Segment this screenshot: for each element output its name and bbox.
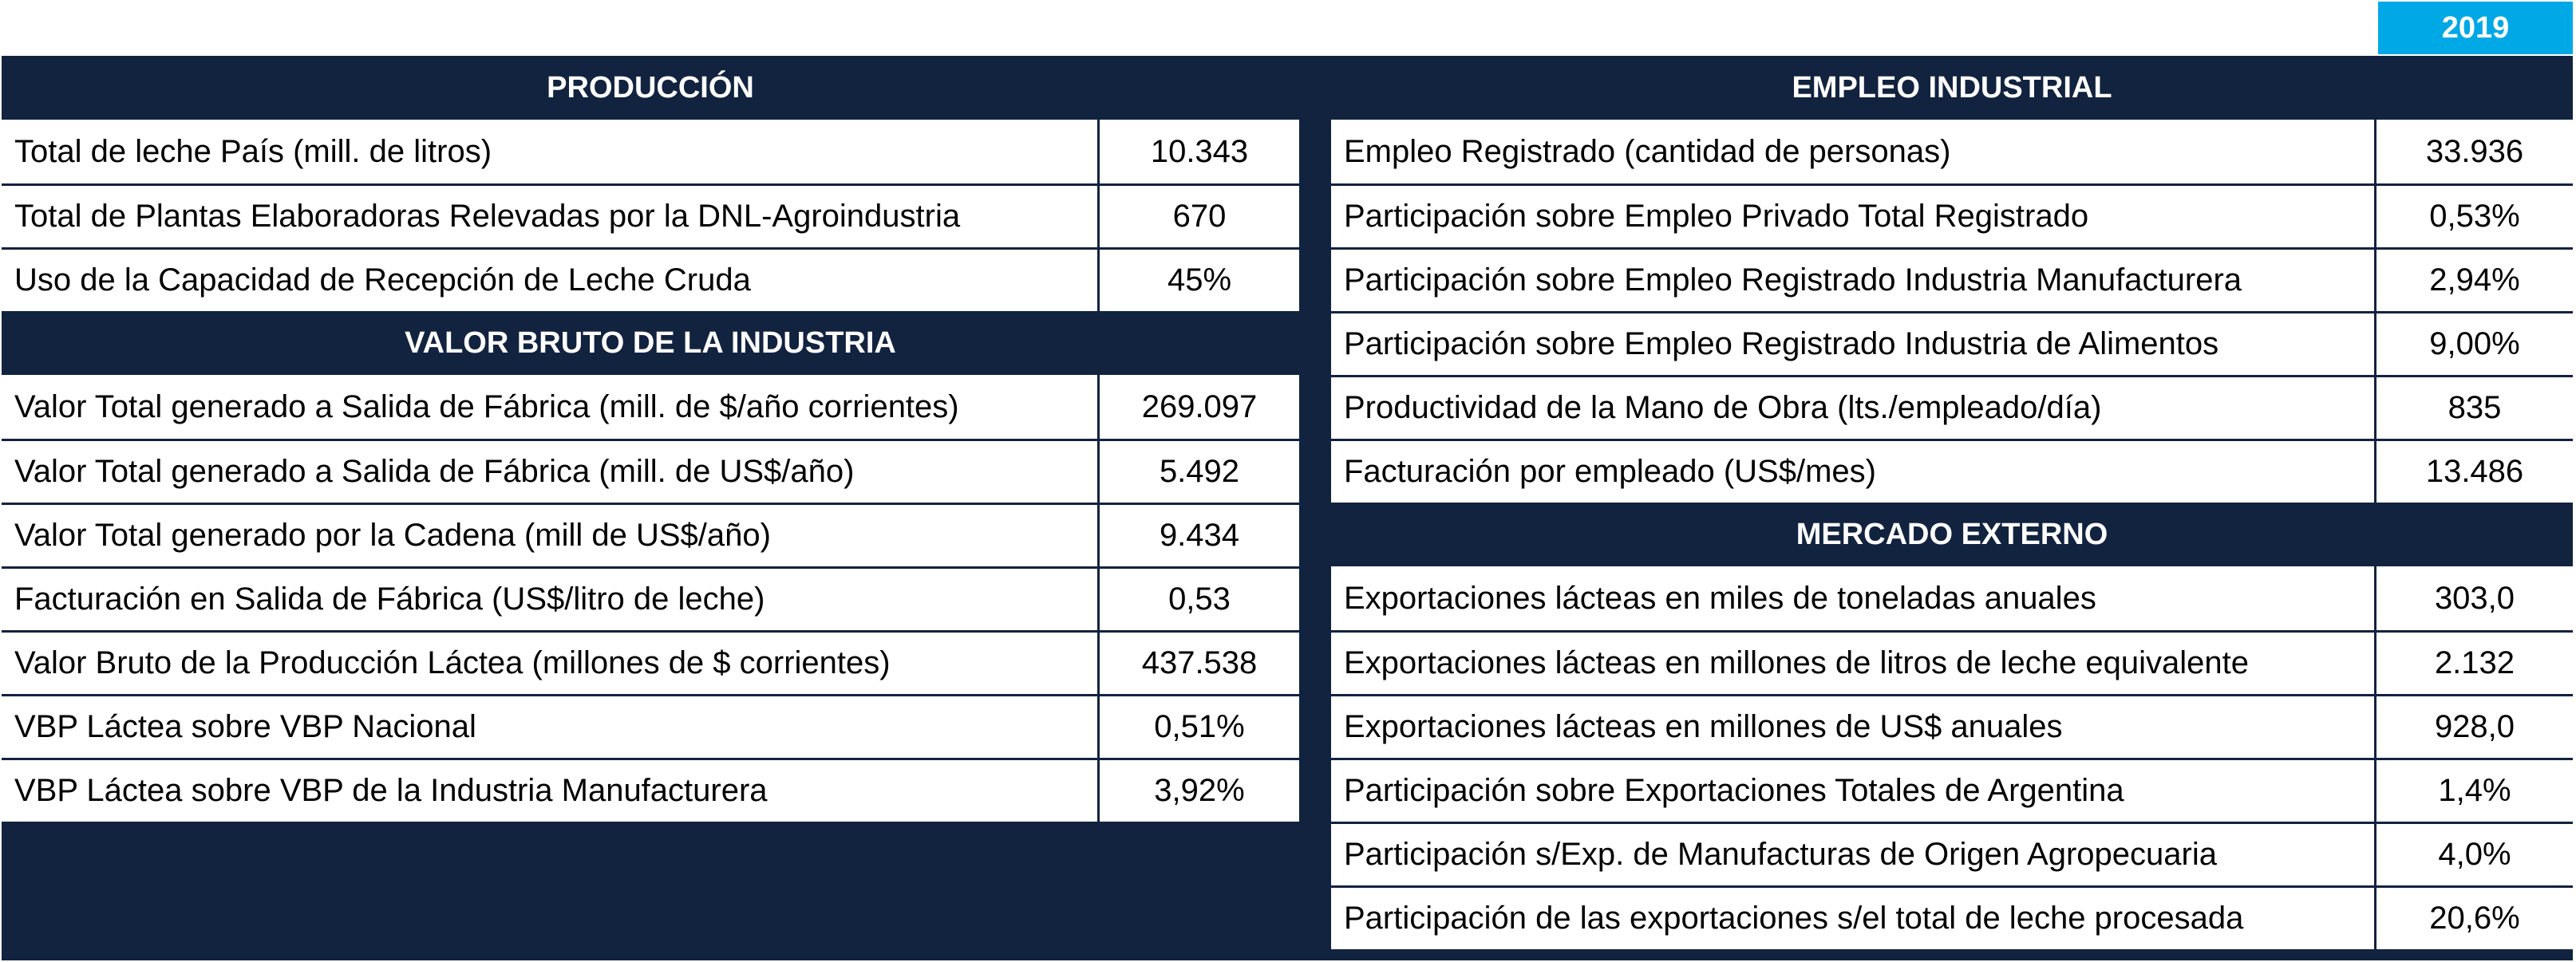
row-label: Exportaciones lácteas en millones de litros de leche equivalente (1331, 633, 2376, 694)
row-label: VBP Láctea sobre VBP de la Industria Manufacturera (2, 760, 1100, 822)
row-value: 269.097 (1141, 388, 1258, 424)
row-value: 2,94% (2429, 262, 2520, 298)
row-value: 835 (2448, 390, 2502, 425)
row-value: 2.132 (2434, 645, 2515, 680)
row-label: VBP Láctea sobre VBP Nacional (2, 696, 1100, 758)
row-value: 437.538 (1141, 645, 1258, 680)
row-value: 0,53 (1168, 582, 1231, 617)
row-value: 45% (1167, 262, 1232, 298)
row-label: Valor Total generado por la Cadena (mill de US$/año) (2, 505, 1100, 566)
produccion-table (2, 120, 1299, 311)
row-value: 0,53% (2429, 199, 2520, 234)
table-row (2, 375, 1299, 439)
section-header-empleo: EMPLEO INDUSTRIAL (1792, 70, 2112, 104)
row-label: Participación sobre Exportaciones Totales de Argentina (1331, 760, 2376, 822)
table-row (2, 503, 1299, 566)
row-label: Exportaciones lácteas en miles de toneladas anuales (1331, 566, 2376, 630)
row-value: 33.936 (2425, 133, 2524, 169)
left-panel (2, 56, 1299, 822)
row-value: 1,4% (2438, 773, 2511, 808)
year-badge: 2019 (2378, 2, 2573, 54)
table-row (1331, 247, 2573, 311)
row-label: Uso de la Capacidad de Recepción de Leche Cruda (2, 250, 1100, 311)
empleo-table (1331, 120, 2573, 503)
row-label: Productividad de la Mano de Obra (lts./empleado/día) (1331, 377, 2376, 439)
row-label: Valor Total generado a Salida de Fábrica (mill. de US$/año) (2, 441, 1100, 503)
row-label: Participación sobre Empleo Registrado Industria Manufacturera (1331, 250, 2376, 311)
right-panel (1331, 56, 2573, 949)
table-row (1331, 694, 2573, 758)
row-value: 9,00% (2429, 326, 2520, 361)
row-label: Facturación por empleado (US$/mes) (1331, 441, 2376, 503)
row-label: Participación sobre Empleo Privado Total Registrado (1331, 186, 2376, 247)
table-row (2, 247, 1299, 311)
mercado-externo-table (1331, 566, 2573, 949)
row-value: 303,0 (2434, 580, 2515, 616)
table-row (1331, 439, 2573, 503)
table-row (1331, 566, 2573, 630)
row-label: Exportaciones lácteas en millones de US$ anuales (1331, 696, 2376, 758)
table-row (1331, 758, 2573, 822)
table-row (2, 694, 1299, 758)
row-label: Participación de las exportaciones s/el total de leche procesada (1331, 888, 2376, 949)
row-label: Valor Bruto de la Producción Láctea (millones de $ corrientes) (2, 633, 1100, 694)
row-value: 3,92% (1154, 773, 1245, 808)
row-label: Participación s/Exp. de Manufacturas de Origen Agropecuaria (1331, 824, 2376, 885)
row-value: 13.486 (2425, 454, 2524, 489)
row-value: 5.492 (1159, 454, 1240, 489)
section-header-produccion: PRODUCCIÓN (547, 70, 754, 104)
table-row (2, 566, 1299, 630)
row-value: 9.434 (1159, 518, 1240, 553)
section-header-mercado-externo: MERCADO EXTERNO (1796, 517, 2108, 551)
table-row (2, 120, 1299, 183)
row-value: 670 (1172, 199, 1227, 234)
row-label: Total de leche País (mill. de litros) (2, 120, 1100, 183)
table-row (1331, 311, 2573, 375)
row-value: 0,51% (1154, 709, 1245, 744)
table-row (1331, 630, 2573, 694)
valor-bruto-table (2, 375, 1299, 822)
table-row (2, 439, 1299, 503)
row-label: Empleo Registrado (cantidad de personas) (1331, 120, 2376, 183)
table-row (2, 630, 1299, 694)
row-value: 4,0% (2438, 837, 2511, 872)
row-value: 10.343 (1150, 133, 1249, 169)
section-header-valor-bruto: VALOR BRUTO DE LA INDUSTRIA (405, 325, 896, 360)
table-row (1331, 822, 2573, 885)
table-row (1331, 120, 2573, 183)
table-row (1331, 885, 2573, 949)
row-label: Valor Total generado a Salida de Fábrica (mill. de $/año corrientes) (2, 375, 1100, 439)
table-row (2, 183, 1299, 247)
table-row (1331, 183, 2573, 247)
table-row (1331, 375, 2573, 439)
row-label: Total de Plantas Elaboradoras Relevadas por la DNL-Agroindustria (2, 186, 1100, 247)
row-value: 20,6% (2429, 901, 2520, 936)
row-value: 928,0 (2434, 709, 2515, 744)
table-row (2, 758, 1299, 822)
row-label: Participación sobre Empleo Registrado Industria de Alimentos (1331, 313, 2376, 375)
row-label: Facturación en Salida de Fábrica (US$/litro de leche) (2, 569, 1100, 630)
